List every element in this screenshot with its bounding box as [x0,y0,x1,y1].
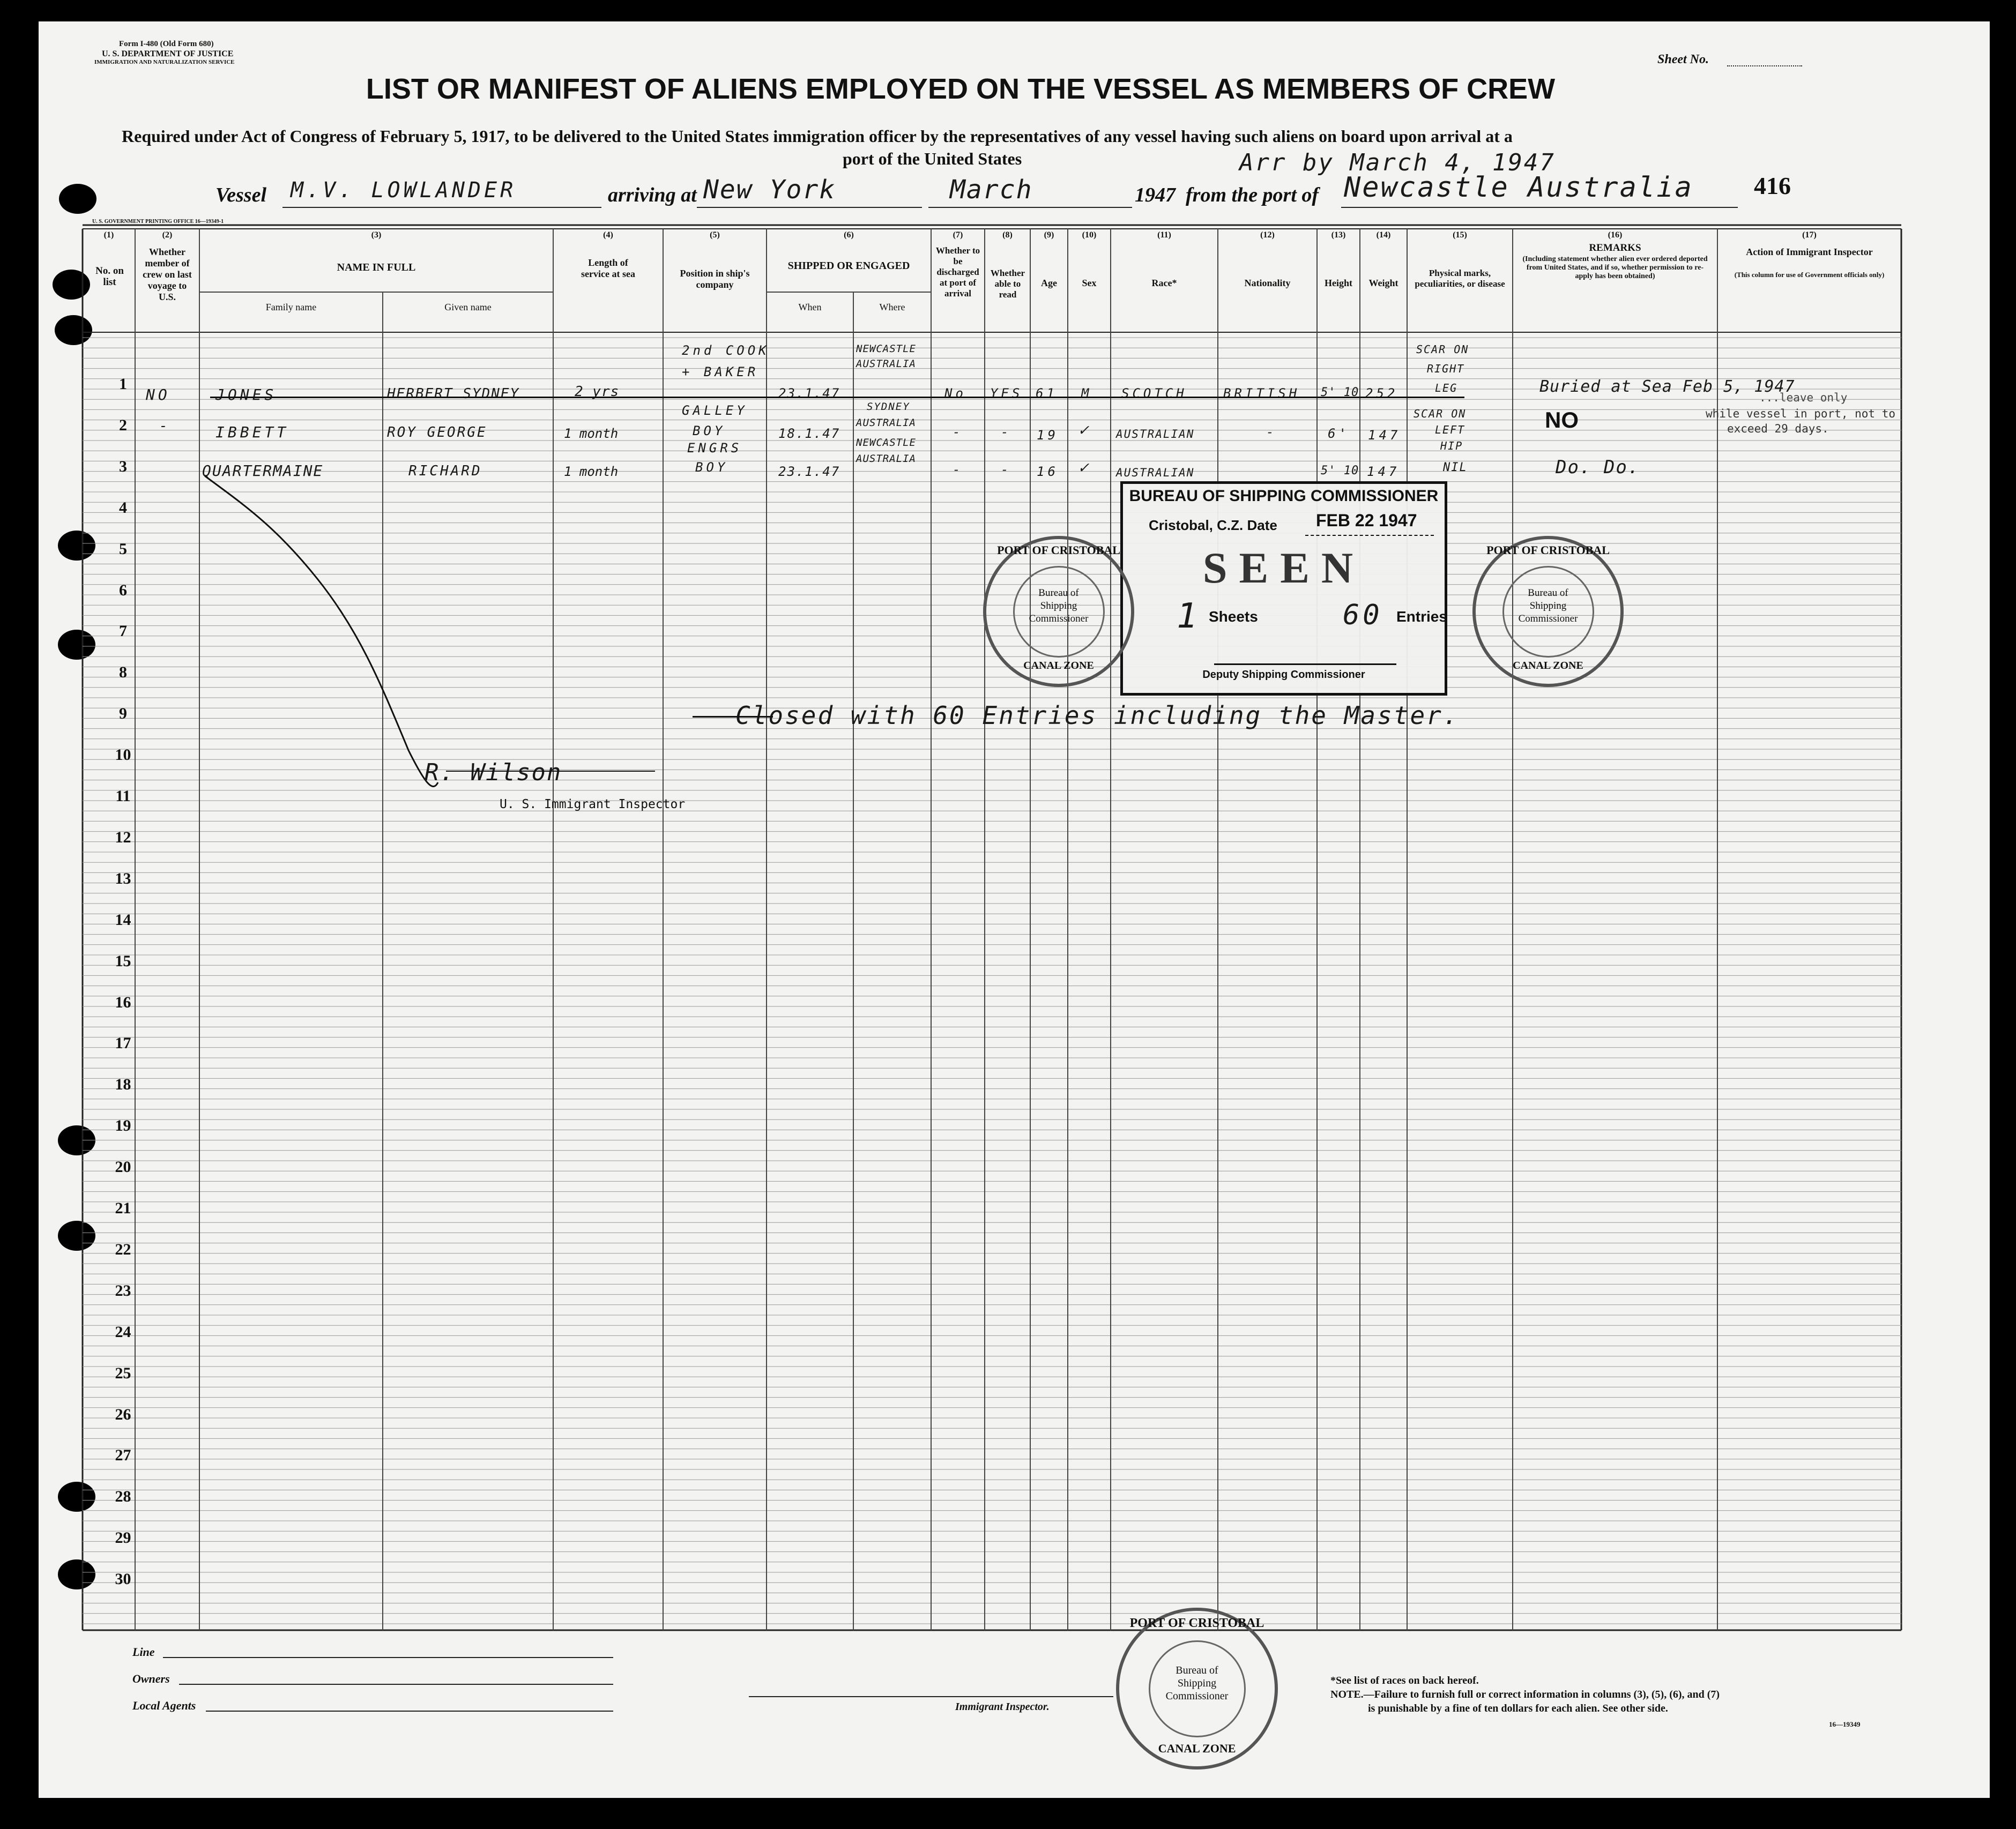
entry-2-nationality: - [1266,424,1277,439]
entry-3-service: 1 month [564,464,619,479]
entry-2-age: 19 [1037,428,1059,443]
col-9-number: (9) [1044,230,1054,240]
entry-2-marks-a: SCAR ON [1414,407,1467,420]
arriving-label: arriving at [608,184,697,206]
stamp-bureau: BUREAU OF SHIPPING COMMISSIONER [1129,487,1439,505]
form-id: Form I-480 (Old Form 680) [119,40,214,48]
stamp-sheets-value: 1 [1177,596,1201,636]
col-16-number: (16) [1608,230,1623,240]
arrival-annotation: Arr by March 4, 1947 [1239,149,1556,176]
page-number: 416 [1754,172,1791,199]
entry-2-family: IBBETT [215,423,289,441]
entry-2-when: 18.1.47 [778,426,840,441]
entry-2-sex: ✓ [1078,421,1092,439]
row-number: 21 [115,1199,131,1217]
entry-1-read: YES [990,386,1023,401]
row-number: 7 [119,622,127,640]
row-number: 22 [115,1240,131,1258]
row-number: 5 [119,540,127,558]
row-number: 29 [115,1529,131,1547]
entry-2-read: - [1001,424,1012,439]
footer-line-rule [163,1657,613,1658]
col-10-number: (10) [1082,230,1097,240]
page-subtitle-2: port of the United States [843,149,1022,168]
row-number: 15 [115,952,131,970]
row-number: 9 [119,705,127,723]
entry-3-position-b: BOY [695,460,728,475]
footer-note-3: is punishable by a fine of ten dollars for each alien. See other side. [1368,1703,1668,1714]
entry-1-sex: M [1081,386,1092,401]
col-shipped-engaged: SHIPPED OR ENGAGED [787,260,910,272]
col-4-number: (4) [603,230,613,240]
stamp-entries-value: 60 [1343,599,1383,631]
port-seal-bottom [1116,1608,1278,1770]
entry-3-discharge: - [953,462,964,477]
seal-right-c1: Bureau of [1528,587,1568,599]
arriving-port: New York [703,175,836,205]
entry-2-crew: - [159,418,171,434]
entry-1-marks-b: RIGHT [1427,362,1465,375]
col-action-sub: (This column for use of Government officials only) [1734,271,1885,279]
entry-2-service: 1 month [564,426,619,441]
seal-left-c2: Shipping [1040,600,1077,611]
entry-2-position-b: BOY [693,423,726,438]
row-number: 30 [115,1570,131,1588]
col-6-number: (6) [844,230,854,240]
stamp-date: FEB 22 1947 [1316,511,1417,530]
entry-1-service: 2 yrs [575,384,620,400]
entry-1-strikethrough [210,397,1464,398]
service: IMMIGRATION AND NATURALIZATION SERVICE [94,59,235,65]
stamp-sign-line [1214,663,1396,665]
row-number: 10 [115,746,131,764]
page-subtitle: Required under Act of Congress of February 5, 1917, to be delivered to the United States immigration officer by the representatives of any vessel having such aliens on board upon arrival at a [122,126,1513,146]
footer-agents-label: Local Agents [132,1699,196,1712]
col-height: Height [1325,278,1352,288]
row-number: 20 [115,1158,131,1176]
footer-agents-rule [206,1711,613,1712]
entry-2-marks-c: HIP [1440,439,1463,452]
from-port: Newcastle Australia [1344,171,1693,204]
stamp-entries-label: Entries [1396,608,1447,625]
stamp-date-line [1305,535,1434,536]
shipping-commissioner-stamp [1120,481,1447,696]
seal-right-top: PORT OF CRISTOBAL [1486,543,1610,557]
row-number: 13 [115,869,131,887]
entry-1-nationality: BRITISH [1223,386,1300,401]
row-number: 25 [115,1364,131,1382]
entry-1-crew: NO [146,386,170,404]
footer-owners-label: Owners [132,1672,170,1685]
footer-inspector-rule [749,1696,1113,1697]
seal-right-bottom: CANAL ZONE [1513,660,1583,671]
entry-3-position-a: ENGRS [687,441,742,456]
col-when: When [798,302,822,312]
col-13-number: (13) [1331,230,1346,240]
seal-left-top: PORT OF CRISTOBAL [997,543,1120,557]
col-age: Age [1041,278,1057,288]
stamp-seen: SEEN [1202,543,1365,592]
entry-1-discharge: No [944,386,966,401]
sheet-no-label: Sheet No. [1657,53,1709,66]
seal-left-c3: Commissioner [1029,613,1089,624]
entry-2-where-b: AUSTRALIA [856,417,916,429]
entry-2-weight: 147 [1368,428,1401,443]
stamp-place: Cristobal, C.Z. Date [1149,517,1277,533]
row-number: 3 [119,457,127,475]
entry-1-marks-c: LEG [1435,382,1458,394]
entry-2-discharge: - [953,424,964,439]
entry-1-age: 61 [1036,386,1058,401]
col-name-in-full: NAME IN FULL [337,262,416,273]
row-number: 28 [115,1488,131,1506]
col-7-number: (7) [953,230,963,240]
entry-2-marks-b: LEFT [1435,423,1465,436]
col-where: Where [879,302,905,312]
col-sex: Sex [1082,278,1097,288]
seal-bottom-c2: Shipping [1177,1677,1217,1689]
entry-1-marks-a: SCAR ON [1416,343,1469,356]
row-number: 17 [115,1034,131,1052]
col-15-number: (15) [1453,230,1467,240]
entry-1-where-b: AUSTRALIA [856,358,916,370]
vessel-label: Vessel [215,184,266,206]
entry-1-position-a: 2nd COOK [682,343,770,358]
entry-1-family: JONES [215,386,277,404]
entry-1-remarks: Buried at Sea Feb 5, 1947 [1539,377,1795,396]
vessel-name: M.V. LOWLANDER [291,178,517,203]
stamp-signer: Deputy Shipping Commissioner [1202,669,1365,681]
footer-note-2: NOTE.—Failure to furnish full or correct information in columns (3), (5), (6), and (7) [1330,1689,1720,1700]
row-number: 12 [115,828,131,846]
entry-3-when: 23.1.47 [778,464,840,479]
row-number: 16 [115,993,131,1011]
col-position: Position in ship's company [680,268,750,290]
col-12-number: (12) [1260,230,1275,240]
row-number: 27 [115,1446,131,1465]
row-number: 8 [119,663,127,682]
col-given-name: Given name [444,302,492,312]
seal-bottom-top: PORT OF CRISTOBAL [1129,1616,1264,1630]
row-number: 18 [115,1076,131,1094]
entry-3-read: - [1001,462,1012,477]
entry-1-weight: 252 [1365,386,1398,401]
seal-bottom-c1: Bureau of [1176,1664,1218,1676]
entry-3-given: RICHARD [408,463,482,479]
closing-note: Closed with 60 Entries including the Master. [735,701,1460,730]
seal-left-c1: Bureau of [1038,587,1079,599]
col-able-to-read: Whether able to read [990,268,1025,300]
row-number: 19 [115,1117,131,1135]
signature-underline [446,771,655,772]
col-2-number: (2) [162,230,173,240]
entry-1-position-b: + BAKER [682,364,759,379]
stamp-sheets-label: Sheets [1209,608,1258,625]
closing-note-line [693,716,773,718]
col-action-inspector: Action of Immigrant Inspector [1746,247,1873,257]
port-seal-right [1472,536,1624,687]
seal-left-bottom: CANAL ZONE [1023,660,1094,671]
arrival-year: 1947 [1135,184,1176,206]
entry-1-given: HERBERT SYDNEY [387,386,520,402]
entry-3-marks-a: NIL [1443,461,1468,474]
entry-2-height: 6' [1328,426,1350,441]
entry-3-race: AUSTRALIAN [1116,466,1195,479]
row-number: 4 [119,498,127,517]
entry-3-height: 5' 10 [1321,464,1359,477]
department: U. S. DEPARTMENT OF JUSTICE [102,49,234,58]
footer-line-label: Line [132,1645,155,1659]
col-5-number: (5) [710,230,720,240]
arrival-month: March [950,175,1033,205]
row-number: 11 [115,787,131,805]
footer-owners-rule [179,1684,613,1685]
entry-1-race: SCOTCH [1121,386,1187,401]
entry-1-height: 5' 10 [1321,386,1359,399]
from-port-label: from the port of [1186,184,1319,206]
typed-note-2: while vessel in port, not to [1706,407,1896,420]
entry-3-where-a: NEWCASTLE [856,437,916,449]
col-nationality: Nationality [1244,278,1291,288]
port-seal-left [983,536,1134,687]
entry-2-race: AUSTRALIAN [1116,428,1195,441]
entry-3-sex: ✓ [1078,458,1092,477]
entry-2-remarks: NO [1545,407,1579,432]
seal-bottom-c3: Commissioner [1165,1690,1229,1702]
manifest-sheet [39,21,1990,1798]
row-number: 1 [119,375,127,393]
entry-1-when: 23.1.47 [778,386,840,401]
row-number: 6 [119,581,127,599]
page-title: LIST OR MANIFEST OF ALIENS EMPLOYED ON THE VESSEL AS MEMBERS OF CREW [366,73,1556,105]
col-length-service: Length of service at sea [581,257,635,279]
entry-1-where-a: NEWCASTLE [856,343,916,355]
col-8-number: (8) [1002,230,1013,240]
col-race: Race* [1151,278,1177,288]
entry-3-weight: 147 [1367,464,1400,479]
inspector-title: U. S. Immigrant Inspector [500,797,686,811]
entry-2-position-a: GALLEY [682,403,748,418]
row-number: 2 [119,416,127,434]
seal-bottom-bottom: CANAL ZONE [1158,1742,1236,1755]
row-number: 26 [115,1405,131,1423]
col-3-number: (3) [371,230,382,240]
typed-note-1: ...leave only [1759,391,1848,404]
col-family-name: Family name [265,302,317,312]
col-17-number: (17) [1802,230,1817,240]
col-crew-last-voyage: Whether member of crew on last voyage to U.S. [143,247,192,302]
col-weight: Weight [1368,278,1398,288]
typed-note-3: exceed 29 days. [1727,422,1829,435]
footer-note-1: *See list of races on back hereof. [1330,1675,1479,1686]
col-no-on-list: No. on list [95,265,124,288]
col-remarks-sub: (Including statement whether alien ever ordered deported from United States, and if so, whether permission to re-apply has been obtained) [1522,255,1708,280]
entry-3-age: 16 [1037,464,1059,479]
col-14-number: (14) [1376,230,1391,240]
entry-3-family: QUARTERMAINE [202,462,324,480]
col-11-number: (11) [1157,230,1171,240]
entry-3-where-b: AUSTRALIA [856,453,916,465]
row-number: 24 [115,1323,131,1341]
seal-right-c3: Commissioner [1518,613,1578,624]
row-number: 14 [115,910,131,929]
row-number: 23 [115,1281,131,1300]
col-discharged: Whether to be discharged at port of arrival [935,245,980,298]
seal-right-c2: Shipping [1529,600,1567,611]
entry-2-given: ROY GEORGE [387,424,487,441]
footer-code: 16—19349 [1829,1720,1861,1728]
entry-3-remarks: Do. Do. [1556,457,1640,478]
footer-inspector-label: Immigrant Inspector. [955,1701,1050,1713]
entry-2-where-a: SYDNEY [867,401,910,413]
inspector-signature: R. Wilson [425,759,562,786]
col-physical-marks: Physical marks, peculiarities, or disease [1415,268,1505,289]
gpo-line: U. S. GOVERNMENT PRINTING OFFICE 16—19349-1 [92,219,224,225]
col-remarks: REMARKS [1589,242,1641,253]
col-1-number: (1) [103,230,114,240]
